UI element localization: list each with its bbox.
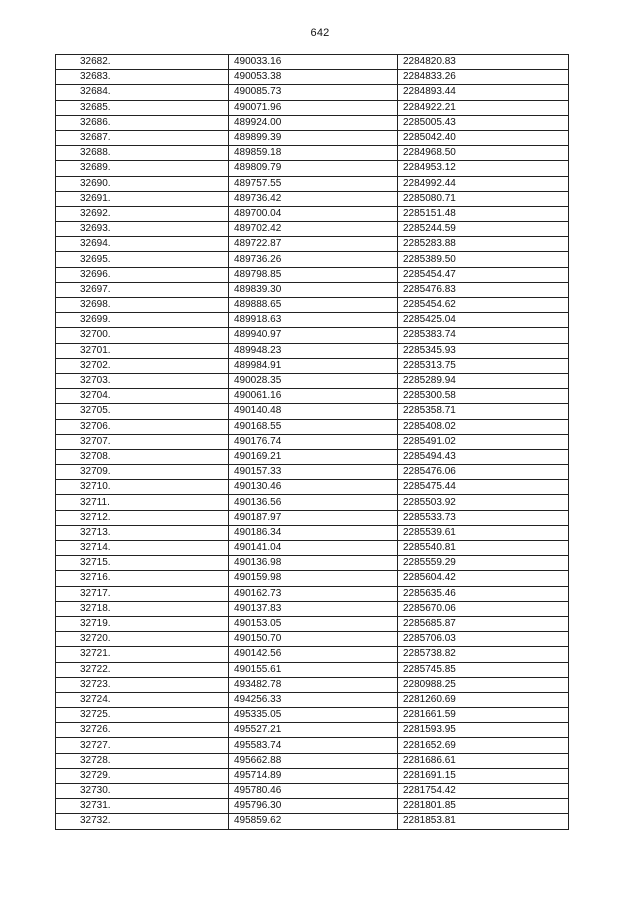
y-coordinate-cell: 2285670.06	[398, 601, 569, 616]
table-row	[56, 586, 569, 601]
y-coordinate-cell: 2284968.50	[398, 146, 569, 161]
y-coordinate-cell: 2281853.81	[398, 814, 569, 829]
point-number-cell: 32732.	[56, 814, 229, 829]
y-coordinate-cell: 2285283.88	[398, 237, 569, 252]
table-row	[56, 601, 569, 616]
y-coordinate-cell: 2285635.46	[398, 586, 569, 601]
x-coordinate-cell: 490136.56	[229, 495, 398, 510]
x-coordinate-cell: 495527.21	[229, 723, 398, 738]
table-row	[56, 510, 569, 525]
x-coordinate-cell: 495780.46	[229, 784, 398, 799]
point-number-cell: 32689.	[56, 161, 229, 176]
y-coordinate-cell: 2285425.04	[398, 313, 569, 328]
x-coordinate-cell: 489722.87	[229, 237, 398, 252]
y-coordinate-cell: 2285042.40	[398, 130, 569, 145]
y-coordinate-cell: 2285503.92	[398, 495, 569, 510]
point-number-cell: 32683.	[56, 70, 229, 85]
y-coordinate-cell: 2285476.06	[398, 465, 569, 480]
table-row	[56, 799, 569, 814]
x-coordinate-cell: 489839.30	[229, 282, 398, 297]
y-coordinate-cell: 2285383.74	[398, 328, 569, 343]
table-row	[56, 525, 569, 540]
page-number: 642	[310, 27, 330, 39]
y-coordinate-cell: 2281661.59	[398, 708, 569, 723]
point-number-cell: 32692.	[56, 206, 229, 221]
point-number-cell: 32697.	[56, 282, 229, 297]
x-coordinate-cell: 490071.96	[229, 100, 398, 115]
table-row	[56, 708, 569, 723]
x-coordinate-cell: 495714.89	[229, 768, 398, 783]
table-row	[56, 662, 569, 677]
x-coordinate-cell: 489859.18	[229, 146, 398, 161]
table-row	[56, 222, 569, 237]
y-coordinate-cell: 2284893.44	[398, 85, 569, 100]
point-number-cell: 32712.	[56, 510, 229, 525]
table-row	[56, 252, 569, 267]
point-number-cell: 32704.	[56, 389, 229, 404]
y-coordinate-cell: 2285745.85	[398, 662, 569, 677]
point-number-cell: 32688.	[56, 146, 229, 161]
table-row	[56, 692, 569, 707]
table-row	[56, 328, 569, 343]
point-number-cell: 32723.	[56, 677, 229, 692]
point-number-cell: 32722.	[56, 662, 229, 677]
table-row	[56, 176, 569, 191]
x-coordinate-cell: 490168.55	[229, 419, 398, 434]
y-coordinate-cell: 2285559.29	[398, 556, 569, 571]
point-number-cell: 32684.	[56, 85, 229, 100]
x-coordinate-cell: 490033.16	[229, 55, 398, 70]
table-row	[56, 85, 569, 100]
table-row	[56, 161, 569, 176]
table-row	[56, 146, 569, 161]
x-coordinate-cell: 495796.30	[229, 799, 398, 814]
point-number-cell: 32698.	[56, 298, 229, 313]
point-number-cell: 32716.	[56, 571, 229, 586]
y-coordinate-cell: 2285358.71	[398, 404, 569, 419]
x-coordinate-cell: 489888.65	[229, 298, 398, 313]
point-number-cell: 32685.	[56, 100, 229, 115]
point-number-cell: 32727.	[56, 738, 229, 753]
y-coordinate-cell: 2285475.44	[398, 480, 569, 495]
point-number-cell: 32702.	[56, 358, 229, 373]
point-number-cell: 32703.	[56, 373, 229, 388]
point-number-cell: 32728.	[56, 753, 229, 768]
point-number-cell: 32725.	[56, 708, 229, 723]
point-number-cell: 32718.	[56, 601, 229, 616]
point-number-cell: 32699.	[56, 313, 229, 328]
x-coordinate-cell: 489757.55	[229, 176, 398, 191]
table-row	[56, 373, 569, 388]
point-number-cell: 32726.	[56, 723, 229, 738]
y-coordinate-cell: 2280988.25	[398, 677, 569, 692]
point-number-cell: 32719.	[56, 616, 229, 631]
table-body	[56, 55, 569, 830]
y-coordinate-cell: 2284922.21	[398, 100, 569, 115]
x-coordinate-cell: 489736.26	[229, 252, 398, 267]
y-coordinate-cell: 2284992.44	[398, 176, 569, 191]
y-coordinate-cell: 2285244.59	[398, 222, 569, 237]
table-row	[56, 100, 569, 115]
y-coordinate-cell: 2285738.82	[398, 647, 569, 662]
x-coordinate-cell: 490187.97	[229, 510, 398, 525]
y-coordinate-cell: 2284820.83	[398, 55, 569, 70]
x-coordinate-cell: 490085.73	[229, 85, 398, 100]
table-row	[56, 738, 569, 753]
coordinates-table	[55, 54, 569, 830]
table-row	[56, 313, 569, 328]
y-coordinate-cell: 2285408.02	[398, 419, 569, 434]
table-row	[56, 541, 569, 556]
table-row	[56, 389, 569, 404]
point-number-cell: 32686.	[56, 115, 229, 130]
table-row	[56, 298, 569, 313]
point-number-cell: 32711.	[56, 495, 229, 510]
x-coordinate-cell: 490155.61	[229, 662, 398, 677]
y-coordinate-cell: 2285685.87	[398, 616, 569, 631]
y-coordinate-cell: 2281801.85	[398, 799, 569, 814]
y-coordinate-cell: 2285454.62	[398, 298, 569, 313]
point-number-cell: 32693.	[56, 222, 229, 237]
table-row	[56, 282, 569, 297]
table-row	[56, 434, 569, 449]
point-number-cell: 32705.	[56, 404, 229, 419]
x-coordinate-cell: 489736.42	[229, 191, 398, 206]
x-coordinate-cell: 490153.05	[229, 616, 398, 631]
x-coordinate-cell: 489984.91	[229, 358, 398, 373]
y-coordinate-cell: 2285604.42	[398, 571, 569, 586]
y-coordinate-cell: 2285151.48	[398, 206, 569, 221]
y-coordinate-cell: 2285389.50	[398, 252, 569, 267]
point-number-cell: 32715.	[56, 556, 229, 571]
point-number-cell: 32708.	[56, 449, 229, 464]
x-coordinate-cell: 490150.70	[229, 632, 398, 647]
point-number-cell: 32694.	[56, 237, 229, 252]
table-row	[56, 70, 569, 85]
table-row	[56, 419, 569, 434]
x-coordinate-cell: 490140.48	[229, 404, 398, 419]
x-coordinate-cell: 489899.39	[229, 130, 398, 145]
point-number-cell: 32729.	[56, 768, 229, 783]
x-coordinate-cell: 495662.88	[229, 753, 398, 768]
x-coordinate-cell: 490176.74	[229, 434, 398, 449]
point-number-cell: 32721.	[56, 647, 229, 662]
table-row	[56, 404, 569, 419]
table-row	[56, 784, 569, 799]
x-coordinate-cell: 489940.97	[229, 328, 398, 343]
y-coordinate-cell: 2285476.83	[398, 282, 569, 297]
point-number-cell: 32731.	[56, 799, 229, 814]
x-coordinate-cell: 490061.16	[229, 389, 398, 404]
y-coordinate-cell: 2285313.75	[398, 358, 569, 373]
y-coordinate-cell: 2281652.69	[398, 738, 569, 753]
table-row	[56, 191, 569, 206]
table-row	[56, 237, 569, 252]
point-number-cell: 32687.	[56, 130, 229, 145]
table-row	[56, 55, 569, 70]
table-row	[56, 130, 569, 145]
x-coordinate-cell: 490186.34	[229, 525, 398, 540]
table-row	[56, 267, 569, 282]
x-coordinate-cell: 490142.56	[229, 647, 398, 662]
y-coordinate-cell: 2285533.73	[398, 510, 569, 525]
table-row	[56, 495, 569, 510]
table-row	[56, 616, 569, 631]
y-coordinate-cell: 2285540.81	[398, 541, 569, 556]
table-row	[56, 753, 569, 768]
y-coordinate-cell: 2281686.61	[398, 753, 569, 768]
point-number-cell: 32690.	[56, 176, 229, 191]
point-number-cell: 32706.	[56, 419, 229, 434]
table-row	[56, 647, 569, 662]
table-row	[56, 449, 569, 464]
x-coordinate-cell: 495859.62	[229, 814, 398, 829]
y-coordinate-cell: 2281593.95	[398, 723, 569, 738]
x-coordinate-cell: 493482.78	[229, 677, 398, 692]
table-row	[56, 115, 569, 130]
y-coordinate-cell: 2285289.94	[398, 373, 569, 388]
x-coordinate-cell: 489924.00	[229, 115, 398, 130]
table-row	[56, 343, 569, 358]
table-row	[56, 480, 569, 495]
x-coordinate-cell: 490157.33	[229, 465, 398, 480]
table-row	[56, 677, 569, 692]
x-coordinate-cell: 490053.38	[229, 70, 398, 85]
point-number-cell: 32695.	[56, 252, 229, 267]
point-number-cell: 32724.	[56, 692, 229, 707]
point-number-cell: 32713.	[56, 525, 229, 540]
y-coordinate-cell: 2285539.61	[398, 525, 569, 540]
table-row	[56, 723, 569, 738]
x-coordinate-cell: 495583.74	[229, 738, 398, 753]
y-coordinate-cell: 2285706.03	[398, 632, 569, 647]
x-coordinate-cell: 490159.98	[229, 571, 398, 586]
table-row	[56, 465, 569, 480]
y-coordinate-cell: 2284833.26	[398, 70, 569, 85]
point-number-cell: 32709.	[56, 465, 229, 480]
x-coordinate-cell: 489948.23	[229, 343, 398, 358]
x-coordinate-cell: 490136.98	[229, 556, 398, 571]
y-coordinate-cell: 2281691.15	[398, 768, 569, 783]
x-coordinate-cell: 489798.85	[229, 267, 398, 282]
y-coordinate-cell: 2285454.47	[398, 267, 569, 282]
x-coordinate-cell: 490169.21	[229, 449, 398, 464]
table-row	[56, 571, 569, 586]
y-coordinate-cell: 2284953.12	[398, 161, 569, 176]
y-coordinate-cell: 2285345.93	[398, 343, 569, 358]
point-number-cell: 32710.	[56, 480, 229, 495]
point-number-cell: 32691.	[56, 191, 229, 206]
point-number-cell: 32714.	[56, 541, 229, 556]
point-number-cell: 32707.	[56, 434, 229, 449]
y-coordinate-cell: 2285300.58	[398, 389, 569, 404]
y-coordinate-cell: 2281260.69	[398, 692, 569, 707]
x-coordinate-cell: 489702.42	[229, 222, 398, 237]
point-number-cell: 32720.	[56, 632, 229, 647]
x-coordinate-cell: 495335.05	[229, 708, 398, 723]
x-coordinate-cell: 490137.83	[229, 601, 398, 616]
x-coordinate-cell: 494256.33	[229, 692, 398, 707]
x-coordinate-cell: 489918.63	[229, 313, 398, 328]
y-coordinate-cell: 2281754.42	[398, 784, 569, 799]
x-coordinate-cell: 489700.04	[229, 206, 398, 221]
x-coordinate-cell: 489809.79	[229, 161, 398, 176]
point-number-cell: 32701.	[56, 343, 229, 358]
point-number-cell: 32696.	[56, 267, 229, 282]
x-coordinate-cell: 490130.46	[229, 480, 398, 495]
point-number-cell: 32717.	[56, 586, 229, 601]
table-row	[56, 768, 569, 783]
point-number-cell: 32700.	[56, 328, 229, 343]
y-coordinate-cell: 2285005.43	[398, 115, 569, 130]
x-coordinate-cell: 490162.73	[229, 586, 398, 601]
table-row	[56, 814, 569, 829]
y-coordinate-cell: 2285491.02	[398, 434, 569, 449]
table-row	[56, 632, 569, 647]
table-row	[56, 206, 569, 221]
x-coordinate-cell: 490141.04	[229, 541, 398, 556]
point-number-cell: 32730.	[56, 784, 229, 799]
y-coordinate-cell: 2285494.43	[398, 449, 569, 464]
x-coordinate-cell: 490028.35	[229, 373, 398, 388]
table-row	[56, 556, 569, 571]
point-number-cell: 32682.	[56, 55, 229, 70]
y-coordinate-cell: 2285080.71	[398, 191, 569, 206]
table-row	[56, 358, 569, 373]
